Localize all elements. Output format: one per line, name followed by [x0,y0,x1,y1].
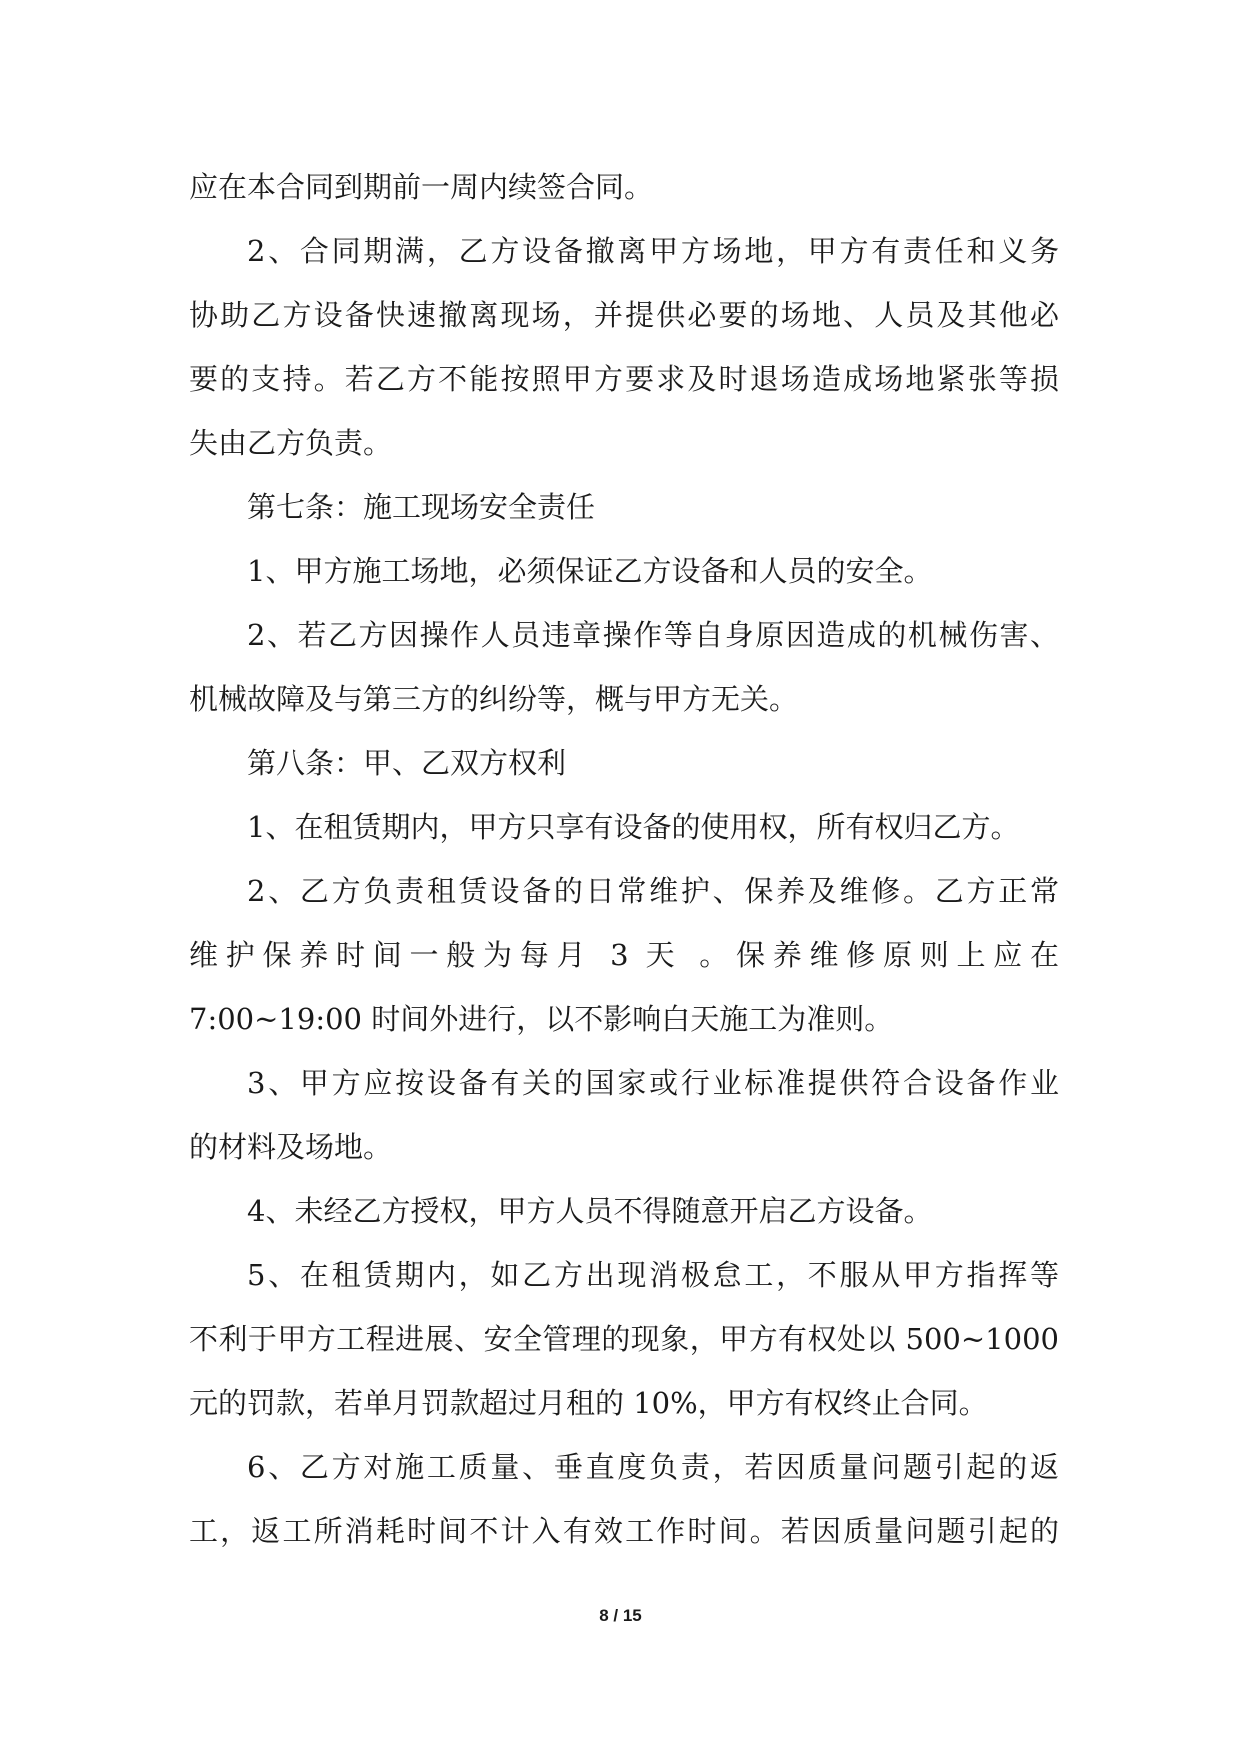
section-heading: 第七条：施工现场安全责任 [247,490,596,524]
paragraph-line: 维护保养时间一般为每月 3 天 。保养维修原则上应在 [189,938,1059,972]
paragraph-line: 工，返工所消耗时间不计入有效工作时间。若因质量问题引起的 [189,1514,1059,1548]
paragraph-line: 失由乙方负责。 [189,426,393,460]
paragraph-line: 7:00~19:00 时间外进行，以不影响白天施工为准则。 [189,1002,894,1036]
contract-body-text [189,155,1059,1563]
paragraph-line: 2、合同期满，乙方设备撤离甲方场地，甲方有责任和义务 [247,234,1059,268]
paragraph-line: 4、未经乙方授权，甲方人员不得随意开启乙方设备。 [247,1194,933,1228]
paragraph-line: 的材料及场地。 [189,1130,393,1164]
paragraph-line: 元的罚款，若单月罚款超过月租的 10%，甲方有权终止合同。 [189,1386,988,1420]
paragraph-line: 1、甲方施工场地，必须保证乙方设备和人员的安全。 [247,554,933,588]
paragraph-line: 协助乙方设备快速撤离现场，并提供必要的场地、人员及其他必 [189,298,1059,332]
paragraph-line: 2、乙方负责租赁设备的日常维护、保养及维修。乙方正常 [247,874,1059,908]
section-heading: 第八条：甲、乙双方权利 [247,746,567,780]
paragraph-line: 2、若乙方因操作人员违章操作等自身原因造成的机械伤害、 [247,618,1059,652]
paragraph-line: 不利于甲方工程进展、安全管理的现象，甲方有权处以 500~1000 [189,1322,1059,1356]
paragraph-line: 5、在租赁期内，如乙方出现消极怠工，不服从甲方指挥等 [247,1258,1059,1292]
page-number: 8 / 15 [599,1606,642,1625]
paragraph-line: 6、乙方对施工质量、垂直度负责，若因质量问题引起的返 [247,1450,1059,1484]
paragraph-line: 要的支持。若乙方不能按照甲方要求及时退场造成场地紧张等损 [189,362,1059,396]
paragraph-line: 应在本合同到期前一周内续签合同。 [189,170,654,204]
paragraph-line: 3、甲方应按设备有关的国家或行业标准提供符合设备作业 [247,1066,1059,1100]
paragraph-line: 1、在租赁期内，甲方只享有设备的使用权，所有权归乙方。 [247,810,1020,844]
paragraph-line: 机械故障及与第三方的纠纷等，概与甲方无关。 [189,682,799,716]
